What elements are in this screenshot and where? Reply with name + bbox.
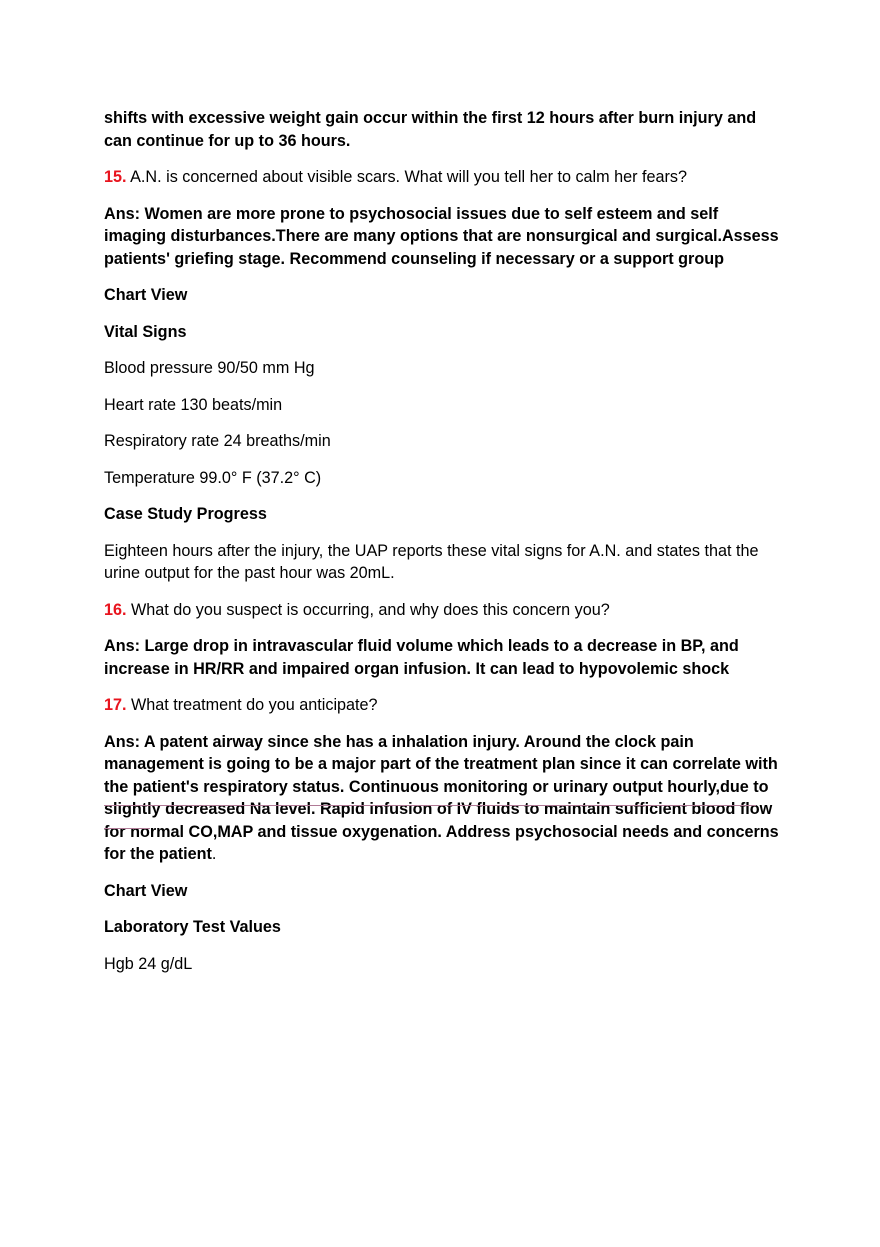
lab-hgb: Hgb 24 g/dL	[104, 954, 193, 973]
vital-temperature: Temperature 99.0° F (37.2° C)	[104, 468, 322, 487]
case-study-progress-text: Eighteen hours after the injury, the UAP reports these vital signs for A.N. and states that the urine output for the past hour was 20mL.	[104, 541, 759, 582]
chart-view-heading-1: Chart View	[104, 286, 188, 304]
question-17-text: What treatment do you anticipate?	[126, 696, 378, 714]
question-17-number: 17.	[104, 696, 127, 714]
answer-16: Ans: Large drop in intravascular fluid volume which leads to a decrease in BP, and increase in HR/RR and impaired organ infusion. It can lead to hypovolemic shock	[104, 637, 739, 678]
vital-heart-rate: Heart rate 130 beats/min	[104, 395, 283, 414]
annotation-line	[104, 805, 756, 806]
question-16-text: What do you suspect is occurring, and why does this concern you?	[126, 600, 610, 619]
question-15-text: A.N. is concerned about visible scars. What will you tell her to calm her fears?	[126, 168, 688, 186]
answer-17	[104, 731, 784, 866]
answer-17-text: Ans: A patent airway since she has a inhalation injury. Around the clock pain management is going to be a major part of the treatment plan since it can correlate with the patient's respiratory status. Continuous monitoring or urinary output hourly,due to slightly decreased Na level. Rapid infusion of IV fluids to maintain sufficient blood flow for normal CO,MAP and tissue oxygenation. Address psychosocial needs and concerns for the patient	[104, 732, 779, 863]
question-17	[104, 694, 784, 717]
answer-17-period: .	[211, 845, 217, 863]
question-16-number: 16.	[104, 600, 127, 619]
vital-blood-pressure: Blood pressure 90/50 mm Hg	[104, 359, 315, 377]
case-study-progress-heading: Case Study Progress	[104, 505, 267, 523]
question-15-number: 15.	[104, 168, 127, 186]
vital-signs-heading: Vital Signs	[104, 322, 187, 341]
answer-15: Ans: Women are more prone to psychosocial issues due to self esteem and self imaging disturbances.There are many options that are nonsurgical and surgical.Assess patients' griefing stage. Recommend counseling if necessary or a support group	[104, 204, 779, 268]
chart-view-heading-2: Chart View	[104, 881, 188, 900]
question-16	[104, 599, 784, 622]
question-15	[104, 166, 784, 189]
intro-paragraph: shifts with excessive weight gain occur within the first 12 hours after burn injury and can continue for up to 36 hours.	[104, 109, 757, 150]
annotation-line-short	[104, 828, 150, 829]
laboratory-test-values-heading: Laboratory Test Values	[104, 918, 281, 936]
vital-respiratory-rate: Respiratory rate 24 breaths/min	[104, 432, 331, 450]
document-page	[104, 107, 784, 989]
